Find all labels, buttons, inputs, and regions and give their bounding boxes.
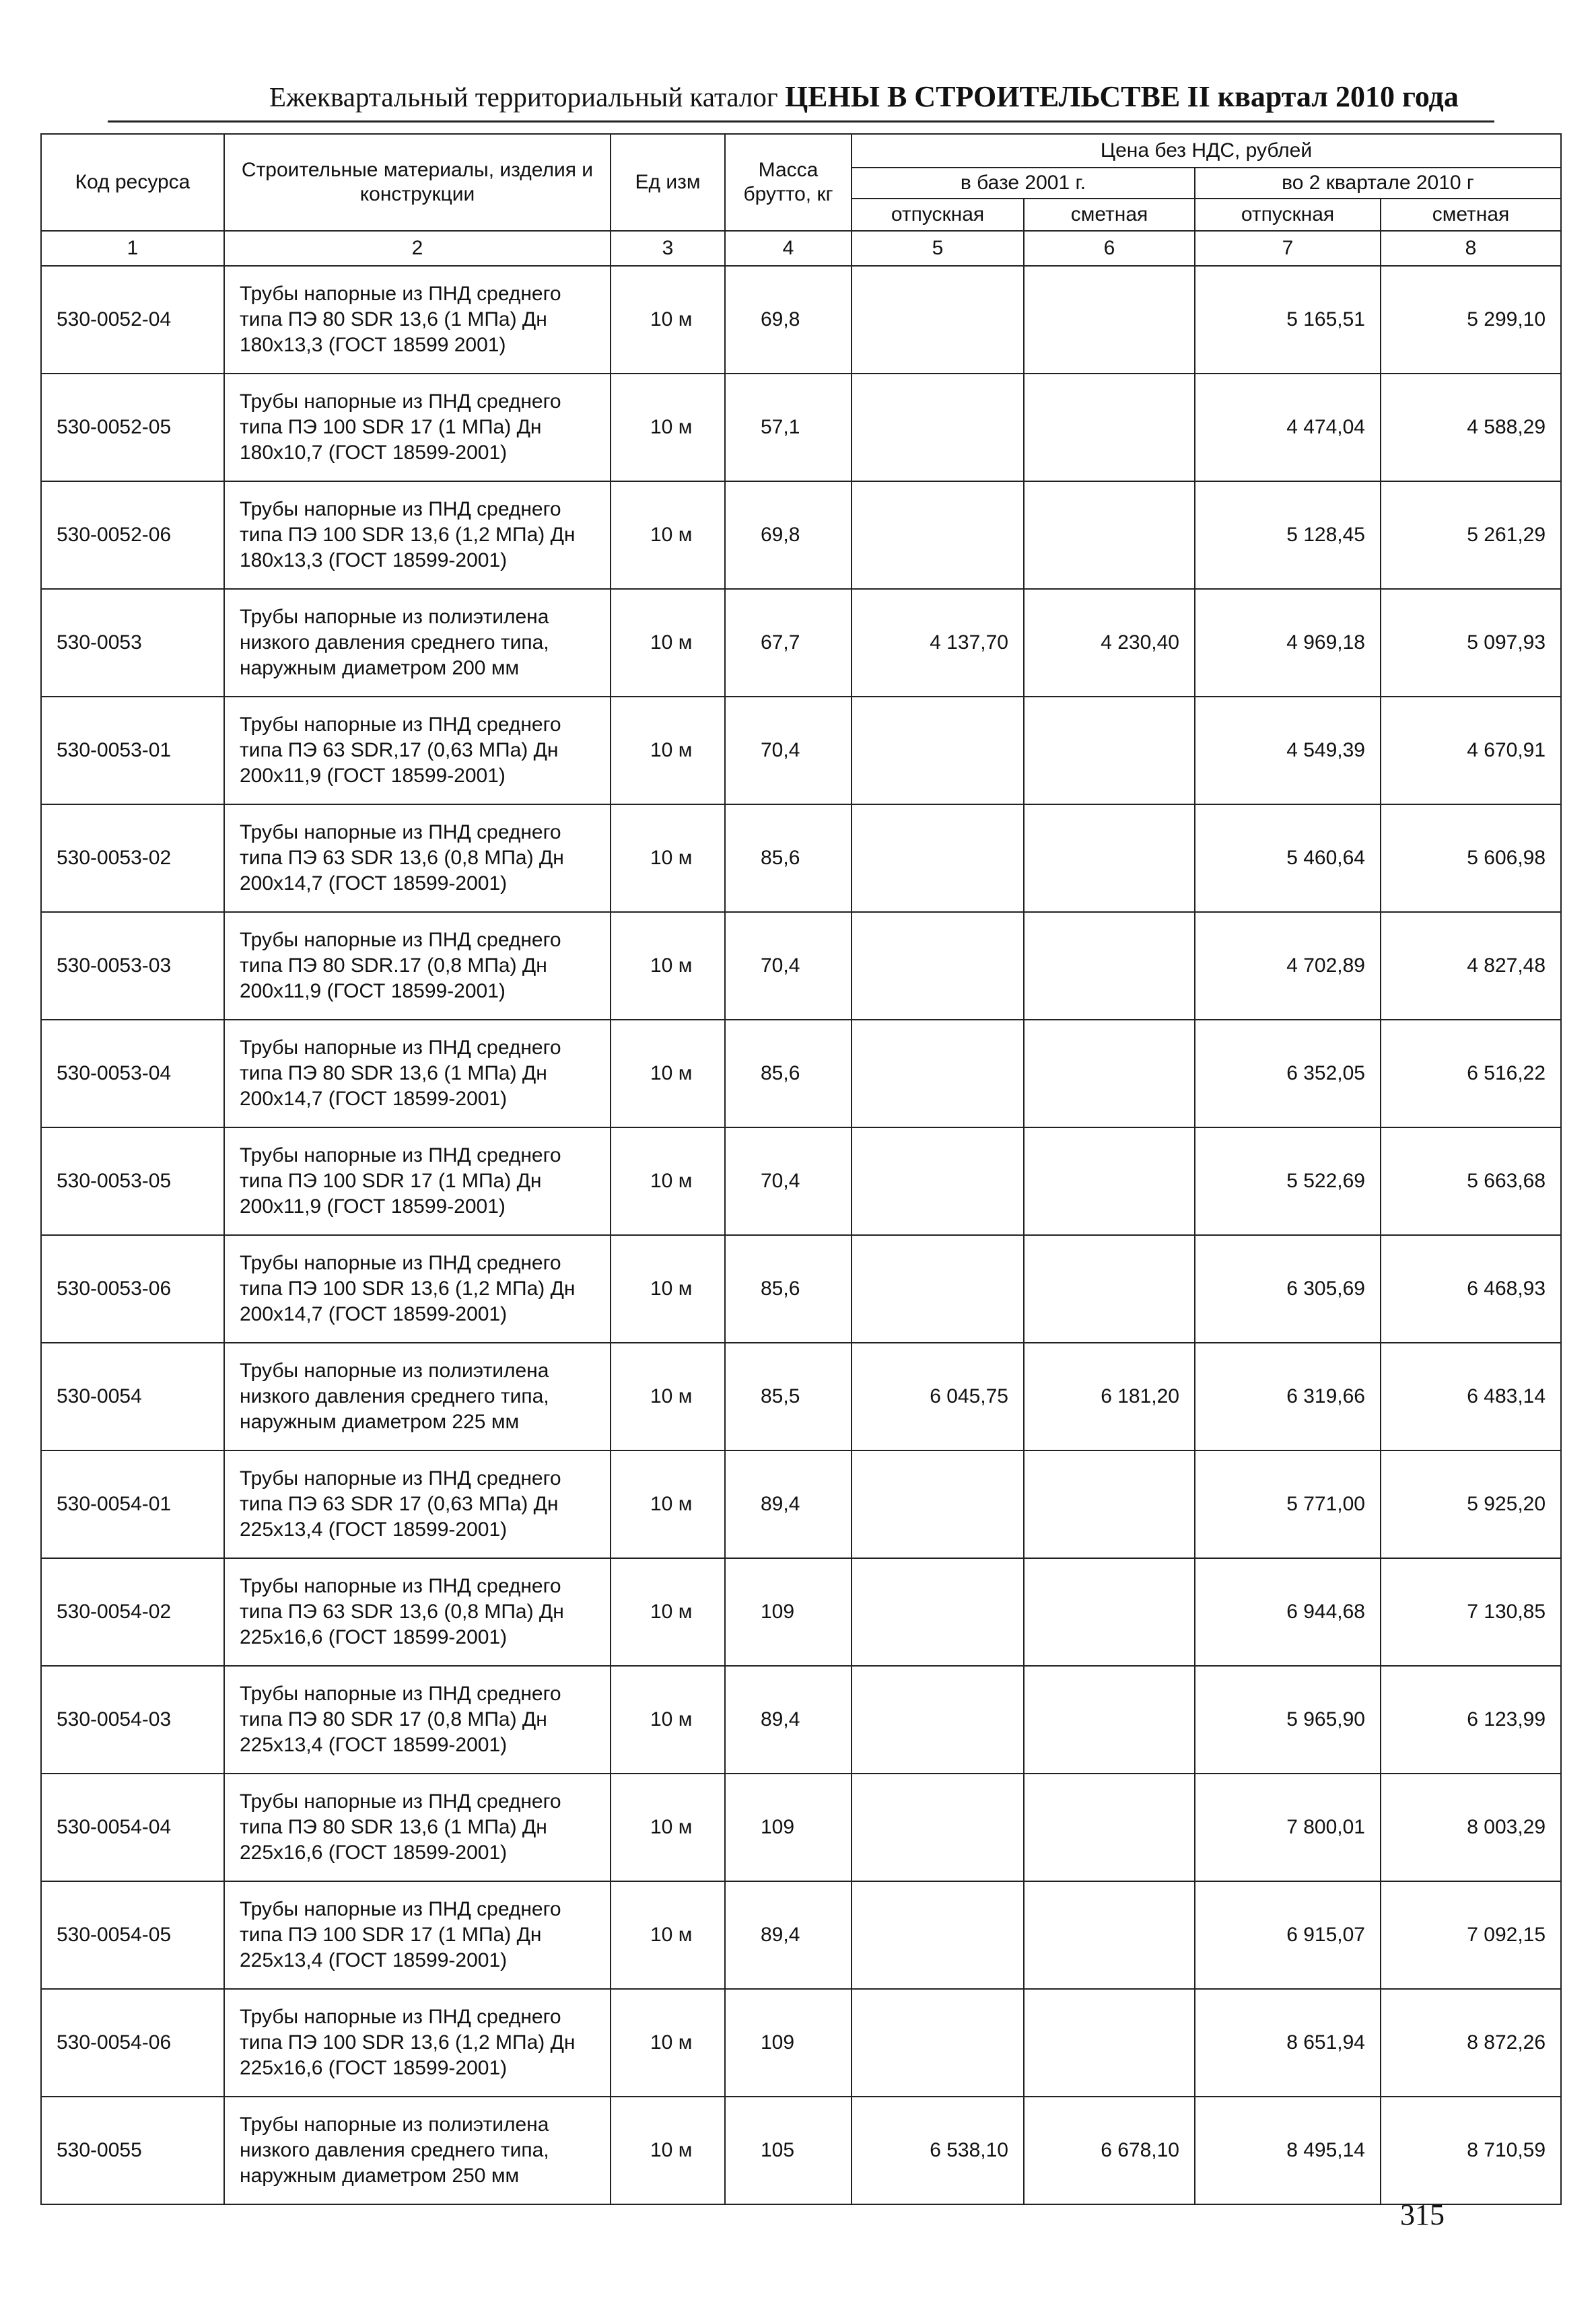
cell-base-release	[852, 1558, 1024, 1666]
cell-mass: 109	[725, 1774, 852, 1881]
cell-base-release	[852, 1666, 1024, 1774]
cell-q2-release: 7 800,01	[1195, 1774, 1381, 1881]
cell-q2-estimate: 7 092,15	[1381, 1881, 1561, 1989]
cell-description: Трубы напорные из ПНД среднего типа ПЭ 63 SDR 13,6 (0,8 МПа) Дн 200х14,7 (ГОСТ 18599-2001)	[224, 804, 611, 912]
cell-unit: 10 м	[611, 1989, 725, 2097]
cell-base-estimate	[1024, 1020, 1195, 1127]
column-number: 7	[1195, 231, 1381, 266]
table-header	[41, 134, 1561, 266]
cell-q2-estimate: 8 872,26	[1381, 1989, 1561, 2097]
cell-base-release	[852, 481, 1024, 589]
cell-base-estimate	[1024, 1989, 1195, 2097]
table-row	[41, 374, 1561, 481]
cell-description: Трубы напорные из ПНД среднего типа ПЭ 100 SDR 13,6 (1,2 МПа) Дн 180х13,3 (ГОСТ 18599-2001)	[224, 481, 611, 589]
cell-q2-release: 5 460,64	[1195, 804, 1381, 912]
header-q2-release: отпускная	[1195, 199, 1381, 231]
cell-code: 530-0053-06	[41, 1235, 224, 1343]
cell-unit: 10 м	[611, 1666, 725, 1774]
cell-q2-release: 4 549,39	[1195, 697, 1381, 804]
cell-q2-release: 6 305,69	[1195, 1235, 1381, 1343]
header-mass: Масса брутто, кг	[725, 134, 852, 231]
cell-q2-release: 4 969,18	[1195, 589, 1381, 697]
cell-base-estimate: 6 678,10	[1024, 2097, 1195, 2204]
cell-base-release	[852, 1881, 1024, 1989]
cell-base-release	[852, 912, 1024, 1020]
cell-base-release: 6 045,75	[852, 1343, 1024, 1450]
table-row	[41, 266, 1561, 374]
cell-unit: 10 м	[611, 1343, 725, 1450]
cell-q2-estimate: 4 670,91	[1381, 697, 1561, 804]
cell-mass: 70,4	[725, 697, 852, 804]
table-row	[41, 589, 1561, 697]
cell-base-estimate	[1024, 1235, 1195, 1343]
cell-description: Трубы напорные из ПНД среднего типа ПЭ 100 SDR 13,6 (1,2 МПа) Дн 225х16,6 (ГОСТ 18599-2001)	[224, 1989, 611, 2097]
cell-q2-estimate: 6 516,22	[1381, 1020, 1561, 1127]
cell-mass: 69,8	[725, 481, 852, 589]
catalog-prefix: Ежеквартальный территориальный каталог	[269, 81, 778, 112]
cell-mass: 89,4	[725, 1881, 852, 1989]
column-number: 6	[1024, 231, 1195, 266]
cell-code: 530-0054-03	[41, 1666, 224, 1774]
cell-base-release: 6 538,10	[852, 2097, 1024, 2204]
table-row	[41, 804, 1561, 912]
column-number: 3	[611, 231, 725, 266]
cell-q2-estimate: 5 925,20	[1381, 1450, 1561, 1558]
header-base-2001: в базе 2001 г.	[852, 168, 1195, 199]
cell-code: 530-0054-02	[41, 1558, 224, 1666]
header-q2-2010: во 2 квартале 2010 г	[1195, 168, 1561, 199]
cell-q2-estimate: 4 588,29	[1381, 374, 1561, 481]
header-description: Строительные материалы, изделия и конструкции	[224, 134, 611, 231]
cell-unit: 10 м	[611, 1235, 725, 1343]
cell-base-estimate	[1024, 266, 1195, 374]
column-number-row	[41, 231, 1561, 266]
cell-mass: 85,6	[725, 1020, 852, 1127]
cell-q2-estimate: 7 130,85	[1381, 1558, 1561, 1666]
cell-code: 530-0054-04	[41, 1774, 224, 1881]
column-number: 2	[224, 231, 611, 266]
cell-q2-release: 5 165,51	[1195, 266, 1381, 374]
table-row	[41, 1666, 1561, 1774]
cell-base-release	[852, 1235, 1024, 1343]
cell-base-release	[852, 266, 1024, 374]
cell-base-release	[852, 374, 1024, 481]
cell-unit: 10 м	[611, 697, 725, 804]
cell-code: 530-0054	[41, 1343, 224, 1450]
cell-unit: 10 м	[611, 1558, 725, 1666]
cell-code: 530-0053-03	[41, 912, 224, 1020]
cell-base-release	[852, 1774, 1024, 1881]
cell-q2-release: 4 474,04	[1195, 374, 1381, 481]
cell-base-estimate	[1024, 481, 1195, 589]
catalog-title: ЦЕНЫ В СТРОИТЕЛЬСТВЕ	[784, 80, 1181, 113]
cell-code: 530-0054-05	[41, 1881, 224, 1989]
price-table	[40, 133, 1562, 2205]
cell-base-estimate	[1024, 697, 1195, 804]
cell-description: Трубы напорные из ПНД среднего типа ПЭ 100 SDR 17 (1 МПа) Дн 200х11,9 (ГОСТ 18599-2001)	[224, 1127, 611, 1235]
cell-base-estimate	[1024, 1450, 1195, 1558]
cell-base-estimate	[1024, 804, 1195, 912]
cell-base-release	[852, 697, 1024, 804]
cell-unit: 10 м	[611, 912, 725, 1020]
table-row	[41, 2097, 1561, 2204]
cell-base-estimate	[1024, 1666, 1195, 1774]
cell-unit: 10 м	[611, 1020, 725, 1127]
cell-base-estimate	[1024, 1558, 1195, 1666]
cell-q2-release: 5 771,00	[1195, 1450, 1381, 1558]
cell-unit: 10 м	[611, 374, 725, 481]
cell-code: 530-0055	[41, 2097, 224, 2204]
cell-base-release	[852, 1989, 1024, 2097]
cell-q2-release: 5 522,69	[1195, 1127, 1381, 1235]
cell-description: Трубы напорные из полиэтилена низкого давления среднего типа, наружным диаметром 250 мм	[224, 2097, 611, 2204]
column-number: 1	[41, 231, 224, 266]
cell-code: 530-0052-04	[41, 266, 224, 374]
cell-mass: 89,4	[725, 1666, 852, 1774]
column-number: 5	[852, 231, 1024, 266]
cell-mass: 109	[725, 1989, 852, 2097]
cell-base-release: 4 137,70	[852, 589, 1024, 697]
price-table-container	[40, 133, 1562, 2205]
column-number: 8	[1381, 231, 1561, 266]
header-line	[269, 79, 1494, 114]
cell-base-estimate	[1024, 1127, 1195, 1235]
cell-q2-release: 6 319,66	[1195, 1343, 1381, 1450]
table-row	[41, 1774, 1561, 1881]
cell-mass: 69,8	[725, 266, 852, 374]
page-number: 315	[1400, 2198, 1445, 2231]
header-base-estimate: сметная	[1024, 199, 1195, 231]
cell-q2-estimate: 8 710,59	[1381, 2097, 1561, 2204]
cell-code: 530-0053-05	[41, 1127, 224, 1235]
cell-base-estimate: 6 181,20	[1024, 1343, 1195, 1450]
header-base-release: отпускная	[852, 199, 1024, 231]
cell-q2-release: 6 352,05	[1195, 1020, 1381, 1127]
table-row	[41, 697, 1561, 804]
cell-q2-release: 5 965,90	[1195, 1666, 1381, 1774]
cell-mass: 57,1	[725, 374, 852, 481]
cell-description: Трубы напорные из ПНД среднего типа ПЭ 63 SDR,17 (0,63 МПа) Дн 200х11,9 (ГОСТ 18599-2001)	[224, 697, 611, 804]
cell-q2-release: 6 915,07	[1195, 1881, 1381, 1989]
cell-code: 530-0053-04	[41, 1020, 224, 1127]
cell-mass: 70,4	[725, 912, 852, 1020]
cell-code: 530-0054-06	[41, 1989, 224, 2097]
cell-description: Трубы напорные из ПНД среднего типа ПЭ 100 SDR 17 (1 МПа) Дн 180х10,7 (ГОСТ 18599-2001)	[224, 374, 611, 481]
table-row	[41, 1343, 1561, 1450]
cell-description: Трубы напорные из ПНД среднего типа ПЭ 63 SDR 17 (0,63 МПа) Дн 225х13,4 (ГОСТ 18599-2001)	[224, 1450, 611, 1558]
column-number: 4	[725, 231, 852, 266]
cell-mass: 70,4	[725, 1127, 852, 1235]
cell-q2-estimate: 5 606,98	[1381, 804, 1561, 912]
table-row	[41, 912, 1561, 1020]
cell-base-estimate: 4 230,40	[1024, 589, 1195, 697]
cell-q2-release: 6 944,68	[1195, 1558, 1381, 1666]
cell-mass: 85,6	[725, 1235, 852, 1343]
cell-q2-estimate: 6 468,93	[1381, 1235, 1561, 1343]
cell-base-estimate	[1024, 1881, 1195, 1989]
cell-code: 530-0053-02	[41, 804, 224, 912]
cell-unit: 10 м	[611, 481, 725, 589]
cell-q2-estimate: 6 483,14	[1381, 1343, 1561, 1450]
cell-description: Трубы напорные из ПНД среднего типа ПЭ 100 SDR 17 (1 МПа) Дн 225х13,4 (ГОСТ 18599-2001)	[224, 1881, 611, 1989]
table-row	[41, 1989, 1561, 2097]
table-row	[41, 481, 1561, 589]
cell-description: Трубы напорные из ПНД среднего типа ПЭ 80 SDR 13,6 (1 МПа) Дн 225х16,6 (ГОСТ 18599-2001)	[224, 1774, 611, 1881]
cell-code: 530-0053	[41, 589, 224, 697]
cell-code: 530-0053-01	[41, 697, 224, 804]
cell-description: Трубы напорные из ПНД среднего типа ПЭ 80 SDR 17 (0,8 МПа) Дн 225х13,4 (ГОСТ 18599-2001)	[224, 1666, 611, 1774]
table-row	[41, 1450, 1561, 1558]
cell-description: Трубы напорные из полиэтилена низкого давления среднего типа, наружным диаметром 225 мм	[224, 1343, 611, 1450]
cell-unit: 10 м	[611, 804, 725, 912]
cell-q2-release: 5 128,45	[1195, 481, 1381, 589]
cell-code: 530-0052-06	[41, 481, 224, 589]
table-row	[41, 1881, 1561, 1989]
cell-unit: 10 м	[611, 2097, 725, 2204]
cell-description: Трубы напорные из ПНД среднего типа ПЭ 63 SDR 13,6 (0,8 МПа) Дн 225х16,6 (ГОСТ 18599-2001)	[224, 1558, 611, 1666]
header-price-group: Цена без НДС, рублей	[852, 134, 1561, 168]
cell-q2-estimate: 5 299,10	[1381, 266, 1561, 374]
table-row	[41, 1235, 1561, 1343]
cell-q2-estimate: 5 663,68	[1381, 1127, 1561, 1235]
cell-unit: 10 м	[611, 1774, 725, 1881]
cell-mass: 67,7	[725, 589, 852, 697]
table-row	[41, 1127, 1561, 1235]
cell-mass: 85,6	[725, 804, 852, 912]
header-q2-estimate: сметная	[1381, 199, 1561, 231]
cell-base-release	[852, 1450, 1024, 1558]
cell-description: Трубы напорные из ПНД среднего типа ПЭ 100 SDR 13,6 (1,2 МПа) Дн 200х14,7 (ГОСТ 18599-2001)	[224, 1235, 611, 1343]
cell-unit: 10 м	[611, 1881, 725, 1989]
cell-base-release	[852, 1020, 1024, 1127]
cell-code: 530-0054-01	[41, 1450, 224, 1558]
catalog-period: II квартал 2010 года	[1187, 80, 1459, 113]
cell-base-release	[852, 804, 1024, 912]
cell-q2-estimate: 6 123,99	[1381, 1666, 1561, 1774]
cell-mass: 85,5	[725, 1343, 852, 1450]
cell-description: Трубы напорные из ПНД среднего типа ПЭ 80 SDR 13,6 (1 МПа) Дн 200х14,7 (ГОСТ 18599-2001)	[224, 1020, 611, 1127]
cell-q2-release: 4 702,89	[1195, 912, 1381, 1020]
cell-mass: 105	[725, 2097, 852, 2204]
table-row	[41, 1558, 1561, 1666]
page-header	[108, 64, 1494, 123]
cell-description: Трубы напорные из полиэтилена низкого давления среднего типа, наружным диаметром 200 мм	[224, 589, 611, 697]
cell-unit: 10 м	[611, 1127, 725, 1235]
cell-code: 530-0052-05	[41, 374, 224, 481]
cell-q2-estimate: 5 261,29	[1381, 481, 1561, 589]
cell-unit: 10 м	[611, 266, 725, 374]
cell-mass: 89,4	[725, 1450, 852, 1558]
cell-mass: 109	[725, 1558, 852, 1666]
cell-q2-release: 8 651,94	[1195, 1989, 1381, 2097]
table-row	[41, 1020, 1561, 1127]
header-code: Код ресурса	[41, 134, 224, 231]
cell-description: Трубы напорные из ПНД среднего типа ПЭ 80 SDR 13,6 (1 МПа) Дн 180х13,3 (ГОСТ 18599 2001)	[224, 266, 611, 374]
cell-q2-release: 8 495,14	[1195, 2097, 1381, 2204]
cell-base-estimate	[1024, 1774, 1195, 1881]
table-body	[41, 266, 1561, 2204]
header-unit: Ед изм	[611, 134, 725, 231]
cell-base-release	[852, 1127, 1024, 1235]
cell-description: Трубы напорные из ПНД среднего типа ПЭ 80 SDR.17 (0,8 МПа) Дн 200х11,9 (ГОСТ 18599-2001)	[224, 912, 611, 1020]
cell-unit: 10 м	[611, 589, 725, 697]
cell-q2-estimate: 8 003,29	[1381, 1774, 1561, 1881]
cell-q2-estimate: 5 097,93	[1381, 589, 1561, 697]
cell-unit: 10 м	[611, 1450, 725, 1558]
cell-base-estimate	[1024, 912, 1195, 1020]
cell-base-estimate	[1024, 374, 1195, 481]
cell-q2-estimate: 4 827,48	[1381, 912, 1561, 1020]
